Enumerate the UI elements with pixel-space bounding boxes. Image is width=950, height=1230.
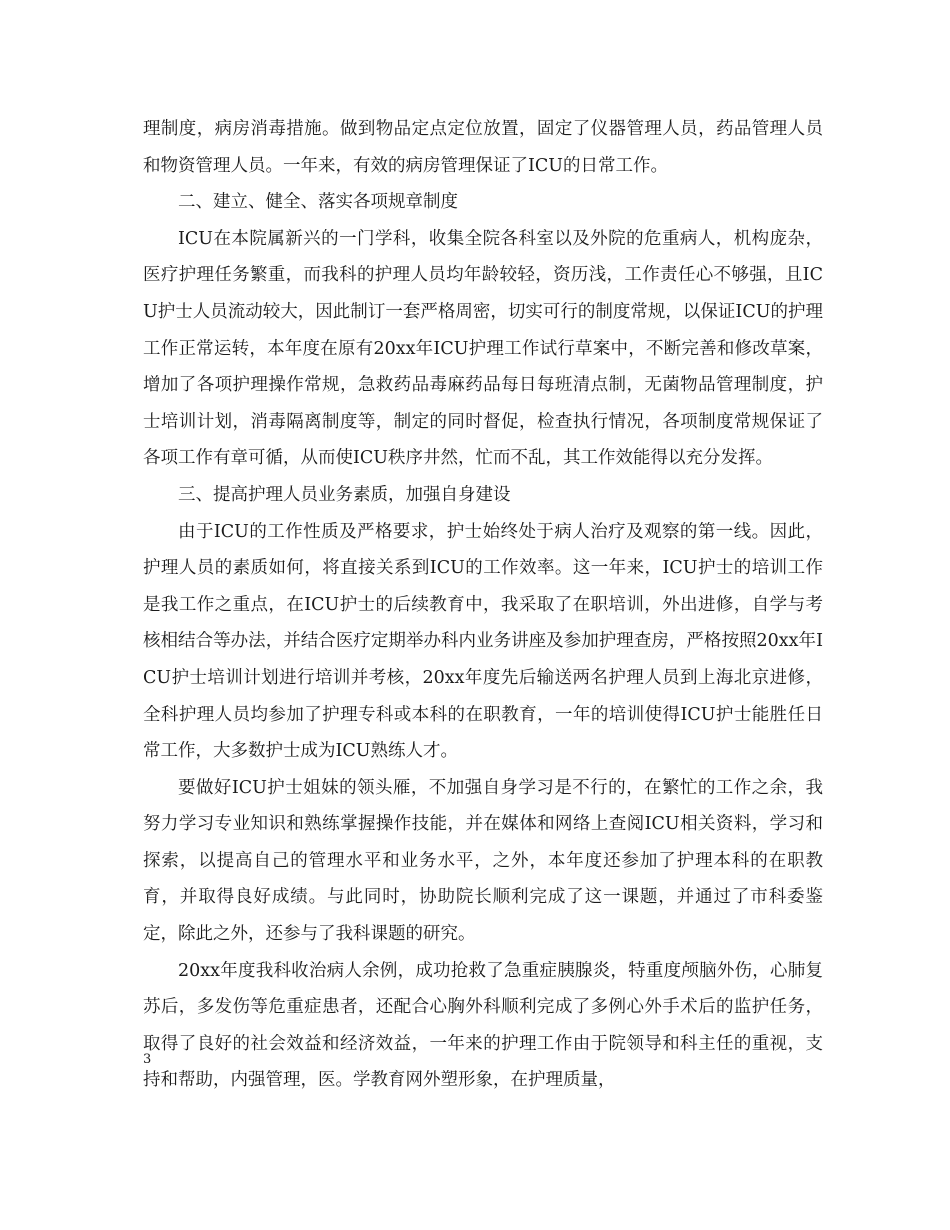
section-heading-2: 二、建立、健全、落实各项规章制度 (178, 192, 458, 213)
paragraph-3: ICU在本院属新兴的一门学科，收集全院各科室以及外院的危重病人，机构庞杂，医疗护理任务繁重，而我科的护理人员均年龄较轻，资历浅，工作责任心不够强，且ICU护士人员流动较大，因此制订一套严格周密，切实可行的制度常规，以保证ICU的护理工作正常运转，本年度在原有20xx年ICU护理工作试行草案中，不断完善和修改草案，增加了各项护理操作常规，急救药品毒麻药品每日每班清点制，无菌物品管理制度，护士培训计划，消毒隔离制度等，制定的同时督促，检查执行情况，各项制度常规保证了各项工作有章可循，从而使ICU秩序井然，忙而不乱，其工作效能得以充分发挥。 (143, 228, 823, 469)
section-heading-3: 三、提高护理人员业务素质，加强自身建设 (178, 484, 511, 505)
paragraph-5: 由于ICU的工作性质及严格要求，护士始终处于病人治疗及观察的第一线。因此，护理人员的素质如何，将直接关系到ICU的工作效率。这一年来，ICU护士的培训工作是我工作之重点，在ICU护士的后续教育中，我采取了在职培训，外出进修，自学与考核相结合等办法，并结合医疗定期举办科内业务讲座及参加护理查房，严格按照20xx年ICU护士培训计划进行培训并考核，20xx年度先后输送两名护理人员到上海北京进修，全科护理人员均参加了护理专科或本科的在职教育，一年的培训使得ICU护士能胜任日常工作，大多数护士成为ICU熟练人才。 (143, 521, 823, 762)
page-number: 3 (143, 1052, 152, 1067)
document-body (143, 111, 823, 1099)
paragraph-7: 20xx年度我科收治病人余例，成功抢救了急重症胰腺炎，特重度颅脑外伤，心肺复苏后，多发伤等危重症患者，还配合心胸外科顺利完成了多例心外手术后的监护任务，取得了良好的社会效益和经济效益，一年来的护理工作由于院领导和科主任的重视，支持和帮助，内强管理，医。学教育网外塑形象，在护理质量， (143, 960, 823, 1091)
paragraph-1: 理制度，病房消毒措施。做到物品定点定位放置，固定了仪器管理人员，药品管理人员和物资管理人员。一年来，有效的病房管理保证了ICU的日常工作。 (143, 119, 823, 176)
paragraph-6: 要做好ICU护士姐妹的领头雁，不加强自身学习是不行的，在繁忙的工作之余，我努力学习专业知识和熟练掌握操作技能，并在媒体和网络上查阅ICU相关资料，学习和探索，以提高自己的管理水平和业务水平，之外，本年度还参加了护理本科的在职教育，并取得良好成绩。与此同时，协助院长顺利完成了这一课题，并通过了市科委鉴定，除此之外，还参与了我科课题的研究。 (143, 777, 823, 945)
